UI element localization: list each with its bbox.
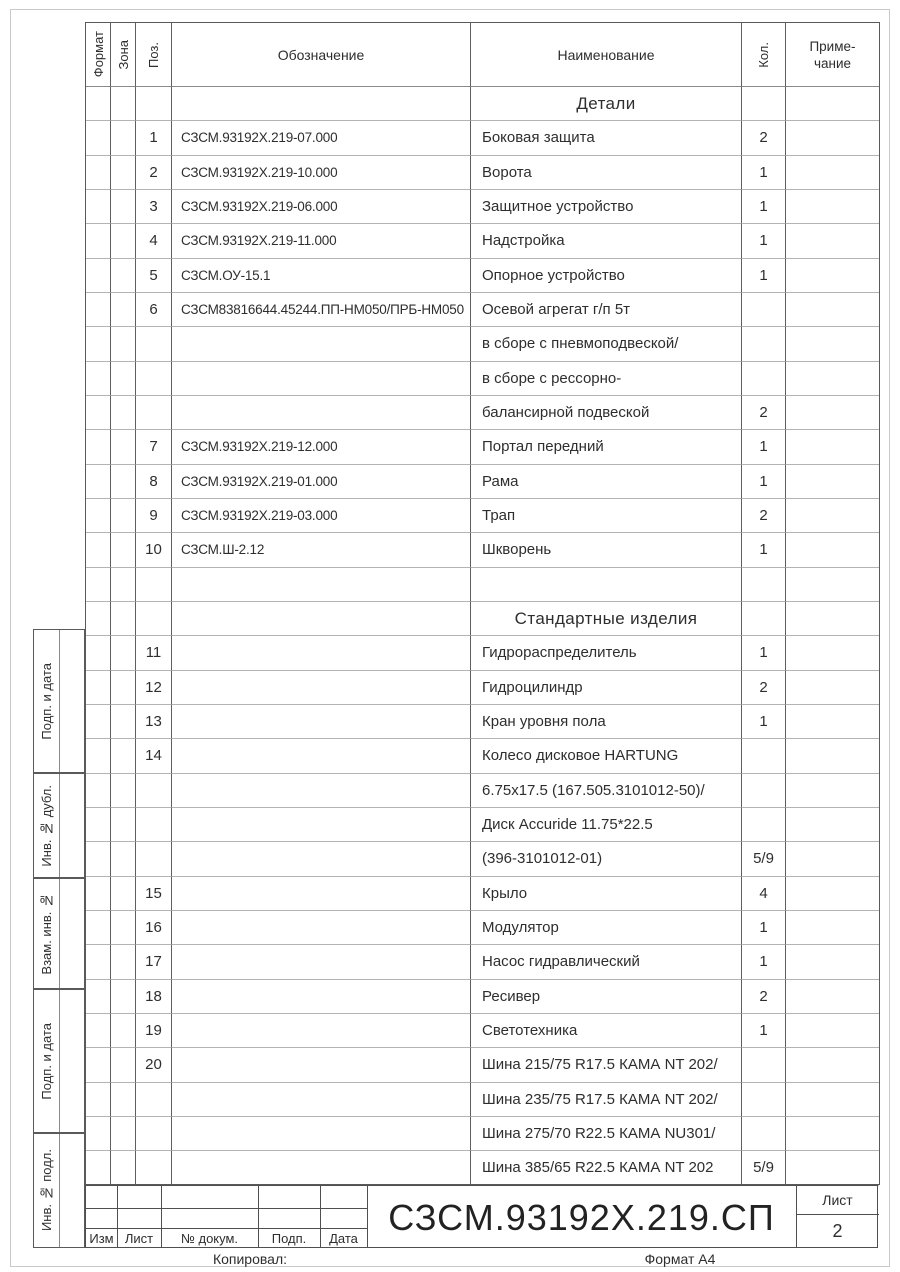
format-cell xyxy=(86,911,111,945)
column-header-zone-label: Зона xyxy=(115,39,131,70)
format-cell xyxy=(86,980,111,1014)
note-cell xyxy=(786,396,879,430)
format-cell xyxy=(86,568,111,602)
note-cell xyxy=(786,842,879,876)
name-cell: Колесо дисковое HARTUNG xyxy=(471,739,742,773)
column-header-note-line2: чание xyxy=(813,55,852,71)
stamp-box-label: Подп. и дата xyxy=(39,662,54,740)
zone-cell xyxy=(111,465,136,499)
qty-cell: 2 xyxy=(742,671,786,705)
name-cell: Трап xyxy=(471,499,742,533)
name-cell: в сборе с пневмоподвеской/ xyxy=(471,327,742,361)
note-cell xyxy=(786,465,879,499)
name-cell: Кран уровня пола xyxy=(471,705,742,739)
format-cell xyxy=(86,636,111,670)
pos-cell: 17 xyxy=(136,945,172,979)
qty-cell: 5/9 xyxy=(742,1151,786,1185)
column-header-note-line1: Приме- xyxy=(809,38,856,54)
name-cell: Шина 215/75 R17.5 КАМА NT 202/ xyxy=(471,1048,742,1082)
section-header: Стандартные изделия xyxy=(471,602,742,636)
format-cell xyxy=(86,808,111,842)
note-cell xyxy=(786,1014,879,1048)
designation-cell: СЗСМ.93192Х.219-12.000 xyxy=(172,430,471,464)
column-header-pos-label: Поз. xyxy=(146,41,161,68)
stamp-box-podp-i-data-2 xyxy=(33,989,85,1133)
name-cell xyxy=(471,568,742,602)
note-cell xyxy=(786,327,879,361)
designation-cell xyxy=(172,980,471,1014)
zone-cell xyxy=(111,739,136,773)
format-cell xyxy=(86,1014,111,1048)
document-number: СЗСМ.93192Х.219.СП xyxy=(388,1196,775,1238)
zone-cell xyxy=(111,1048,136,1082)
section-header: Детали xyxy=(471,87,742,121)
pos-cell xyxy=(136,1151,172,1185)
name-cell: Шина 235/75 R17.5 КАМА NT 202/ xyxy=(471,1083,742,1117)
designation-cell xyxy=(172,877,471,911)
zone-cell xyxy=(111,259,136,293)
zone-cell xyxy=(111,945,136,979)
designation-cell xyxy=(172,1151,471,1185)
format-cell xyxy=(86,1083,111,1117)
designation-cell: СЗСМ83816644.45244.ПП-НМ050/ПРБ-НМ050 xyxy=(172,293,471,327)
designation-cell xyxy=(172,327,471,361)
title-block-podp-label: Подп. xyxy=(271,1230,307,1246)
note-cell xyxy=(786,156,879,190)
name-cell: Шкворень xyxy=(471,533,742,567)
name-cell: Осевой агрегат г/п 5т xyxy=(471,293,742,327)
designation-cell xyxy=(172,568,471,602)
qty-cell: 1 xyxy=(742,465,786,499)
column-header-format xyxy=(86,23,111,87)
name-cell: Шина 275/70 R22.5 КАМА NU301/ xyxy=(471,1117,742,1151)
pos-cell: 4 xyxy=(136,224,172,258)
note-cell xyxy=(786,636,879,670)
format-cell xyxy=(86,945,111,979)
zone-cell xyxy=(111,568,136,602)
zone-cell xyxy=(111,808,136,842)
note-cell xyxy=(786,1083,879,1117)
format-cell xyxy=(86,671,111,705)
designation-cell: СЗСМ.Ш-2.12 xyxy=(172,533,471,567)
note-cell xyxy=(786,1048,879,1082)
stamp-box-label: Взам. инв. № xyxy=(39,892,54,975)
zone-cell xyxy=(111,705,136,739)
qty-cell: 1 xyxy=(742,1014,786,1048)
note-cell xyxy=(786,774,879,808)
name-cell: Насос гидравлический xyxy=(471,945,742,979)
name-cell: Опорное устройство xyxy=(471,259,742,293)
zone-cell xyxy=(111,671,136,705)
name-cell: Боковая защита xyxy=(471,121,742,155)
title-block-divider xyxy=(86,1208,367,1209)
note-cell xyxy=(786,1117,879,1151)
column-header-qty-label: Кол. xyxy=(756,41,771,68)
note-cell xyxy=(786,1151,879,1185)
sheet-number: 2 xyxy=(832,1221,843,1241)
pos-cell: 5 xyxy=(136,259,172,293)
format-cell xyxy=(86,499,111,533)
zone-cell xyxy=(111,293,136,327)
format-cell xyxy=(86,430,111,464)
qty-cell: 1 xyxy=(742,705,786,739)
copied-by-label: Копировал: xyxy=(212,1251,288,1267)
format-cell xyxy=(86,705,111,739)
pos-cell: 10 xyxy=(136,533,172,567)
zone-cell xyxy=(111,396,136,430)
note-cell xyxy=(786,568,879,602)
pos-cell: 2 xyxy=(136,156,172,190)
designation-cell: СЗСМ.93192Х.219-03.000 xyxy=(172,499,471,533)
designation-cell: СЗСМ.93192Х.219-06.000 xyxy=(172,190,471,224)
pos-cell: 19 xyxy=(136,1014,172,1048)
note-cell xyxy=(786,705,879,739)
designation-cell: СЗСМ.93192Х.219-07.000 xyxy=(172,121,471,155)
format-cell xyxy=(86,465,111,499)
designation-cell xyxy=(172,362,471,396)
zone-cell xyxy=(111,224,136,258)
qty-cell: 2 xyxy=(742,121,786,155)
format-cell xyxy=(86,1151,111,1185)
pos-cell xyxy=(136,568,172,602)
column-header-designation-label: Обозначение xyxy=(277,46,365,63)
qty-cell: 1 xyxy=(742,911,786,945)
pos-cell: 7 xyxy=(136,430,172,464)
designation-cell: СЗСМ.93192Х.219-11.000 xyxy=(172,224,471,258)
designation-cell: СЗСМ.ОУ-15.1 xyxy=(172,259,471,293)
column-header-format-label: Формат xyxy=(90,31,106,78)
designation-cell xyxy=(172,1014,471,1048)
pos-cell xyxy=(136,808,172,842)
format-cell xyxy=(86,87,111,121)
designation-cell xyxy=(172,87,471,121)
qty-cell xyxy=(742,1048,786,1082)
pos-cell: 8 xyxy=(136,465,172,499)
qty-cell: 2 xyxy=(742,396,786,430)
title-block-data-label: Дата xyxy=(329,1230,358,1246)
zone-cell xyxy=(111,1014,136,1048)
note-cell xyxy=(786,190,879,224)
pos-cell: 12 xyxy=(136,671,172,705)
name-cell: (396-3101012-01) xyxy=(471,842,742,876)
title-block-list-label: Лист xyxy=(124,1230,154,1246)
pos-cell: 13 xyxy=(136,705,172,739)
zone-cell xyxy=(111,121,136,155)
note-cell xyxy=(786,87,879,121)
note-cell xyxy=(786,362,879,396)
pos-cell xyxy=(136,1083,172,1117)
format-cell xyxy=(86,224,111,258)
zone-cell xyxy=(111,190,136,224)
format-cell xyxy=(86,156,111,190)
pos-cell: 14 xyxy=(136,739,172,773)
qty-cell: 1 xyxy=(742,533,786,567)
column-header-zone xyxy=(111,23,136,87)
name-cell: Защитное устройство xyxy=(471,190,742,224)
format-cell xyxy=(86,842,111,876)
format-cell xyxy=(86,774,111,808)
note-cell xyxy=(786,808,879,842)
pos-cell xyxy=(136,1117,172,1151)
zone-cell xyxy=(111,1117,136,1151)
title-block-docnum-label: № докум. xyxy=(180,1230,239,1246)
zone-cell xyxy=(111,877,136,911)
stamp-box-label-area xyxy=(34,1134,60,1247)
note-cell xyxy=(786,121,879,155)
name-cell: Диск Accuride 11.75*22.5 xyxy=(471,808,742,842)
stamp-box-inv-dubl xyxy=(33,773,85,878)
stamp-box-label: Подп. и дата xyxy=(39,1022,54,1100)
name-cell: 6.75х17.5 (167.505.3101012-50)/ xyxy=(471,774,742,808)
zone-cell xyxy=(111,327,136,361)
qty-cell xyxy=(742,362,786,396)
qty-cell: 1 xyxy=(742,430,786,464)
pos-cell xyxy=(136,396,172,430)
designation-cell xyxy=(172,396,471,430)
designation-cell xyxy=(172,671,471,705)
title-block-izm-label: Изм xyxy=(89,1230,114,1246)
note-cell xyxy=(786,259,879,293)
designation-cell xyxy=(172,705,471,739)
format-cell xyxy=(86,327,111,361)
pos-cell xyxy=(136,602,172,636)
name-cell: Гидрораспределитель xyxy=(471,636,742,670)
name-cell: Рама xyxy=(471,465,742,499)
note-cell xyxy=(786,945,879,979)
column-header-designation xyxy=(172,23,471,87)
note-cell xyxy=(786,293,879,327)
designation-cell xyxy=(172,911,471,945)
qty-cell xyxy=(742,602,786,636)
qty-cell: 1 xyxy=(742,945,786,979)
format-cell xyxy=(86,1048,111,1082)
pos-cell: 16 xyxy=(136,911,172,945)
qty-cell: 1 xyxy=(742,259,786,293)
qty-cell xyxy=(742,774,786,808)
format-cell xyxy=(86,190,111,224)
designation-cell xyxy=(172,774,471,808)
qty-cell xyxy=(742,87,786,121)
qty-cell: 1 xyxy=(742,636,786,670)
qty-cell: 5/9 xyxy=(742,842,786,876)
note-cell xyxy=(786,739,879,773)
qty-cell xyxy=(742,808,786,842)
zone-cell xyxy=(111,430,136,464)
qty-cell xyxy=(742,1117,786,1151)
qty-cell xyxy=(742,1083,786,1117)
stamp-box-vzam-inv xyxy=(33,878,85,989)
pos-cell xyxy=(136,327,172,361)
zone-cell xyxy=(111,842,136,876)
zone-cell xyxy=(111,533,136,567)
format-cell xyxy=(86,1117,111,1151)
zone-cell xyxy=(111,980,136,1014)
qty-cell: 1 xyxy=(742,224,786,258)
format-cell xyxy=(86,293,111,327)
name-cell: Гидроцилиндр xyxy=(471,671,742,705)
stamp-box-label-area xyxy=(34,990,60,1132)
zone-cell xyxy=(111,774,136,808)
note-cell xyxy=(786,602,879,636)
note-cell xyxy=(786,911,879,945)
format-a4-label: Формат А4 xyxy=(644,1251,716,1267)
column-header-name xyxy=(471,23,742,87)
designation-cell xyxy=(172,1048,471,1082)
format-cell xyxy=(86,533,111,567)
designation-cell xyxy=(172,636,471,670)
designation-cell xyxy=(172,739,471,773)
stamp-box-label-area xyxy=(34,774,60,877)
column-header-note xyxy=(786,23,879,87)
pos-cell xyxy=(136,362,172,396)
sheet-label: Лист xyxy=(822,1192,853,1208)
column-header-pos xyxy=(136,23,172,87)
qty-cell: 4 xyxy=(742,877,786,911)
name-cell: Ресивер xyxy=(471,980,742,1014)
note-cell xyxy=(786,430,879,464)
format-cell xyxy=(86,121,111,155)
stamp-box-label: Инв. № дубл. xyxy=(39,784,54,867)
name-cell: Шина 385/65 R22.5 КАМА NT 202 xyxy=(471,1151,742,1185)
zone-cell xyxy=(111,1083,136,1117)
note-cell xyxy=(786,224,879,258)
note-cell xyxy=(786,877,879,911)
qty-cell xyxy=(742,293,786,327)
format-cell xyxy=(86,396,111,430)
designation-cell: СЗСМ.93192Х.219-01.000 xyxy=(172,465,471,499)
format-cell xyxy=(86,739,111,773)
designation-cell xyxy=(172,808,471,842)
name-cell: в сборе с рессорно- xyxy=(471,362,742,396)
designation-cell xyxy=(172,1083,471,1117)
name-cell: балансирной подвеской xyxy=(471,396,742,430)
pos-cell: 11 xyxy=(136,636,172,670)
stamp-box-podp-i-data-1 xyxy=(33,629,85,773)
stamp-box-label-area xyxy=(34,630,60,772)
qty-cell: 1 xyxy=(742,190,786,224)
pos-cell: 1 xyxy=(136,121,172,155)
zone-cell xyxy=(111,911,136,945)
pos-cell: 18 xyxy=(136,980,172,1014)
designation-cell: СЗСМ.93192Х.219-10.000 xyxy=(172,156,471,190)
stamp-box-label: Инв. № подл. xyxy=(39,1149,54,1232)
column-header-qty xyxy=(742,23,786,87)
column-header-name-label: Наименование xyxy=(557,46,655,63)
pos-cell xyxy=(136,774,172,808)
format-cell xyxy=(86,602,111,636)
pos-cell: 20 xyxy=(136,1048,172,1082)
zone-cell xyxy=(111,636,136,670)
zone-cell xyxy=(111,87,136,121)
note-cell xyxy=(786,499,879,533)
note-cell xyxy=(786,533,879,567)
pos-cell: 6 xyxy=(136,293,172,327)
zone-cell xyxy=(111,156,136,190)
zone-cell xyxy=(111,362,136,396)
name-cell: Светотехника xyxy=(471,1014,742,1048)
format-cell xyxy=(86,877,111,911)
qty-cell xyxy=(742,739,786,773)
name-cell: Портал передний xyxy=(471,430,742,464)
title-block xyxy=(85,1185,878,1248)
qty-cell: 1 xyxy=(742,156,786,190)
qty-cell: 2 xyxy=(742,980,786,1014)
name-cell: Крыло xyxy=(471,877,742,911)
qty-cell xyxy=(742,327,786,361)
zone-cell xyxy=(111,602,136,636)
spec-table xyxy=(85,22,880,1185)
designation-cell xyxy=(172,945,471,979)
qty-cell xyxy=(742,568,786,602)
pos-cell xyxy=(136,842,172,876)
note-cell xyxy=(786,671,879,705)
format-cell xyxy=(86,259,111,293)
pos-cell: 3 xyxy=(136,190,172,224)
name-cell: Ворота xyxy=(471,156,742,190)
note-cell xyxy=(786,980,879,1014)
stamp-box-label-area xyxy=(34,879,60,988)
pos-cell: 9 xyxy=(136,499,172,533)
pos-cell: 15 xyxy=(136,877,172,911)
pos-cell xyxy=(136,87,172,121)
format-cell xyxy=(86,362,111,396)
qty-cell: 2 xyxy=(742,499,786,533)
stamp-box-inv-podl xyxy=(33,1133,85,1248)
designation-cell xyxy=(172,602,471,636)
name-cell: Надстройка xyxy=(471,224,742,258)
zone-cell xyxy=(111,499,136,533)
designation-cell xyxy=(172,842,471,876)
name-cell: Модулятор xyxy=(471,911,742,945)
designation-cell xyxy=(172,1117,471,1151)
zone-cell xyxy=(111,1151,136,1185)
